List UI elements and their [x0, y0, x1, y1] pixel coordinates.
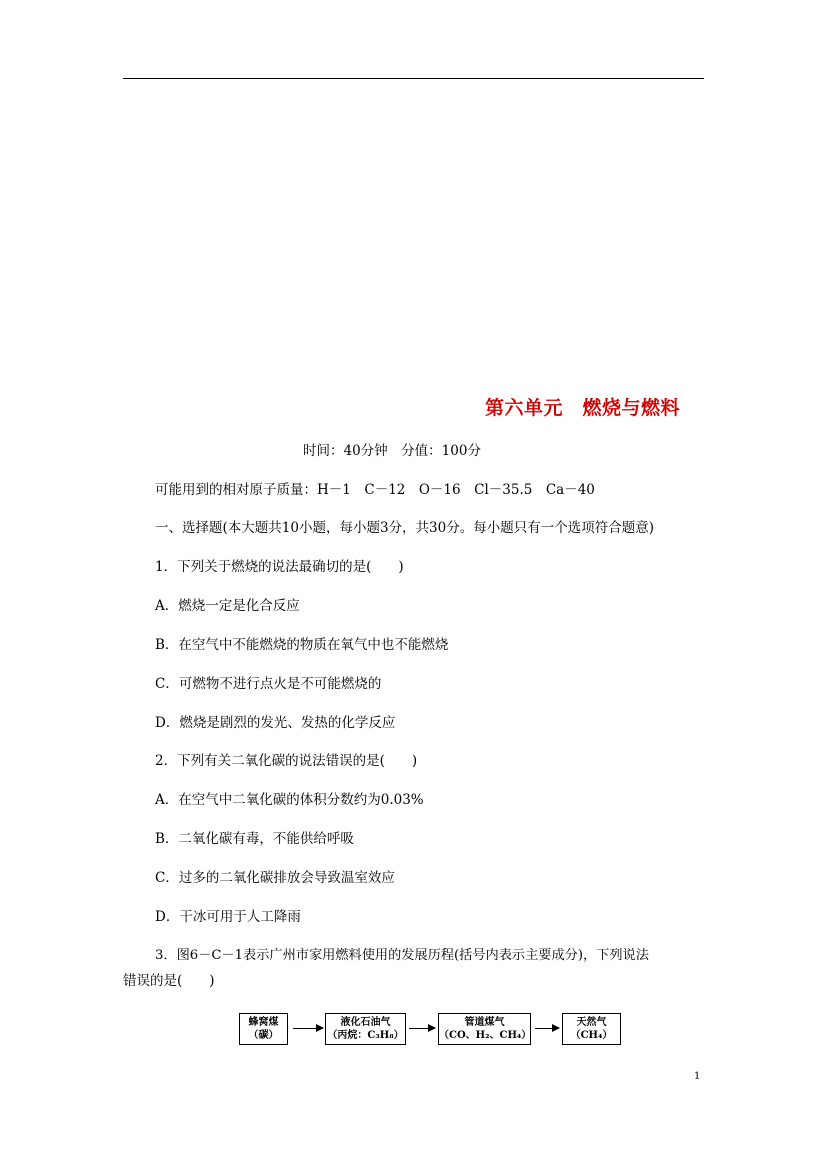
flow-box-component: （丙烷：C₃H₈）	[327, 1030, 404, 1041]
flow-box-component: （CO、H₂、CH₄）	[439, 1030, 532, 1041]
flow-box-component: （CH₄）	[570, 1030, 613, 1041]
flow-box-label: 液化石油气	[340, 1017, 391, 1028]
question-1-option-b: B．在空气中不能燃烧的物质在氧气中也不能燃烧	[155, 637, 449, 653]
flow-box-lpg	[325, 1013, 406, 1045]
flow-box-component: （碳）	[248, 1030, 279, 1041]
question-2-option-b: B．二氧化碳有毒，不能供给呼吸	[155, 831, 354, 847]
question-1-option-a: A．燃烧一定是化合反应	[155, 598, 300, 614]
question-3-stem-line-2: 错误的是( )	[123, 973, 215, 989]
exam-info: 时间：40分钟 分值：100分	[303, 443, 481, 459]
question-1-option-c: C．可燃物不进行点火是不可能燃烧的	[155, 676, 382, 692]
flow-box-label: 天然气	[576, 1017, 607, 1028]
flow-box-natural-gas	[562, 1013, 621, 1045]
question-1-stem: 1．下列关于燃烧的说法最确切的是( )	[155, 559, 404, 575]
header-rule	[123, 78, 704, 79]
question-3-stem-line-1: 3．图6－C－1表示广州市家用燃料使用的发展历程(括号内表示主要成分)，下列说法	[155, 948, 649, 963]
flow-box-label: 蜂窝煤	[248, 1017, 279, 1028]
flow-arrow-icon	[409, 1028, 435, 1029]
page-number: 1	[694, 1071, 701, 1082]
flow-box-honeycomb-coal	[239, 1013, 288, 1045]
flow-box-label: 管道煤气	[464, 1017, 505, 1028]
question-2-option-d: D．干冰可用于人工降雨	[155, 909, 301, 925]
flow-arrow-icon	[535, 1028, 559, 1029]
question-2-option-c: C．过多的二氧化碳排放会导致温室效应	[155, 870, 395, 886]
question-1-option-d: D．燃烧是剧烈的发光、发热的化学反应	[155, 715, 396, 731]
unit-title: 第六单元 燃烧与燃料	[485, 397, 681, 419]
fuel-history-diagram	[239, 1013, 621, 1047]
flow-box-pipeline-gas	[438, 1013, 531, 1045]
section-heading: 一、选择题(本大题共10小题，每小题3分，共30分。每小题只有一个选项符合题意)	[155, 520, 654, 536]
question-2-option-a: A．在空气中二氧化碳的体积分数约为0.03%	[155, 792, 424, 808]
flow-arrow-icon	[293, 1028, 323, 1029]
question-2-stem: 2．下列有关二氧化碳的说法错误的是( )	[155, 753, 418, 769]
atomic-masses: 可能用到的相对原子质量：H－1 C－12 O－16 Cl－35.5 Ca－40	[155, 482, 595, 498]
